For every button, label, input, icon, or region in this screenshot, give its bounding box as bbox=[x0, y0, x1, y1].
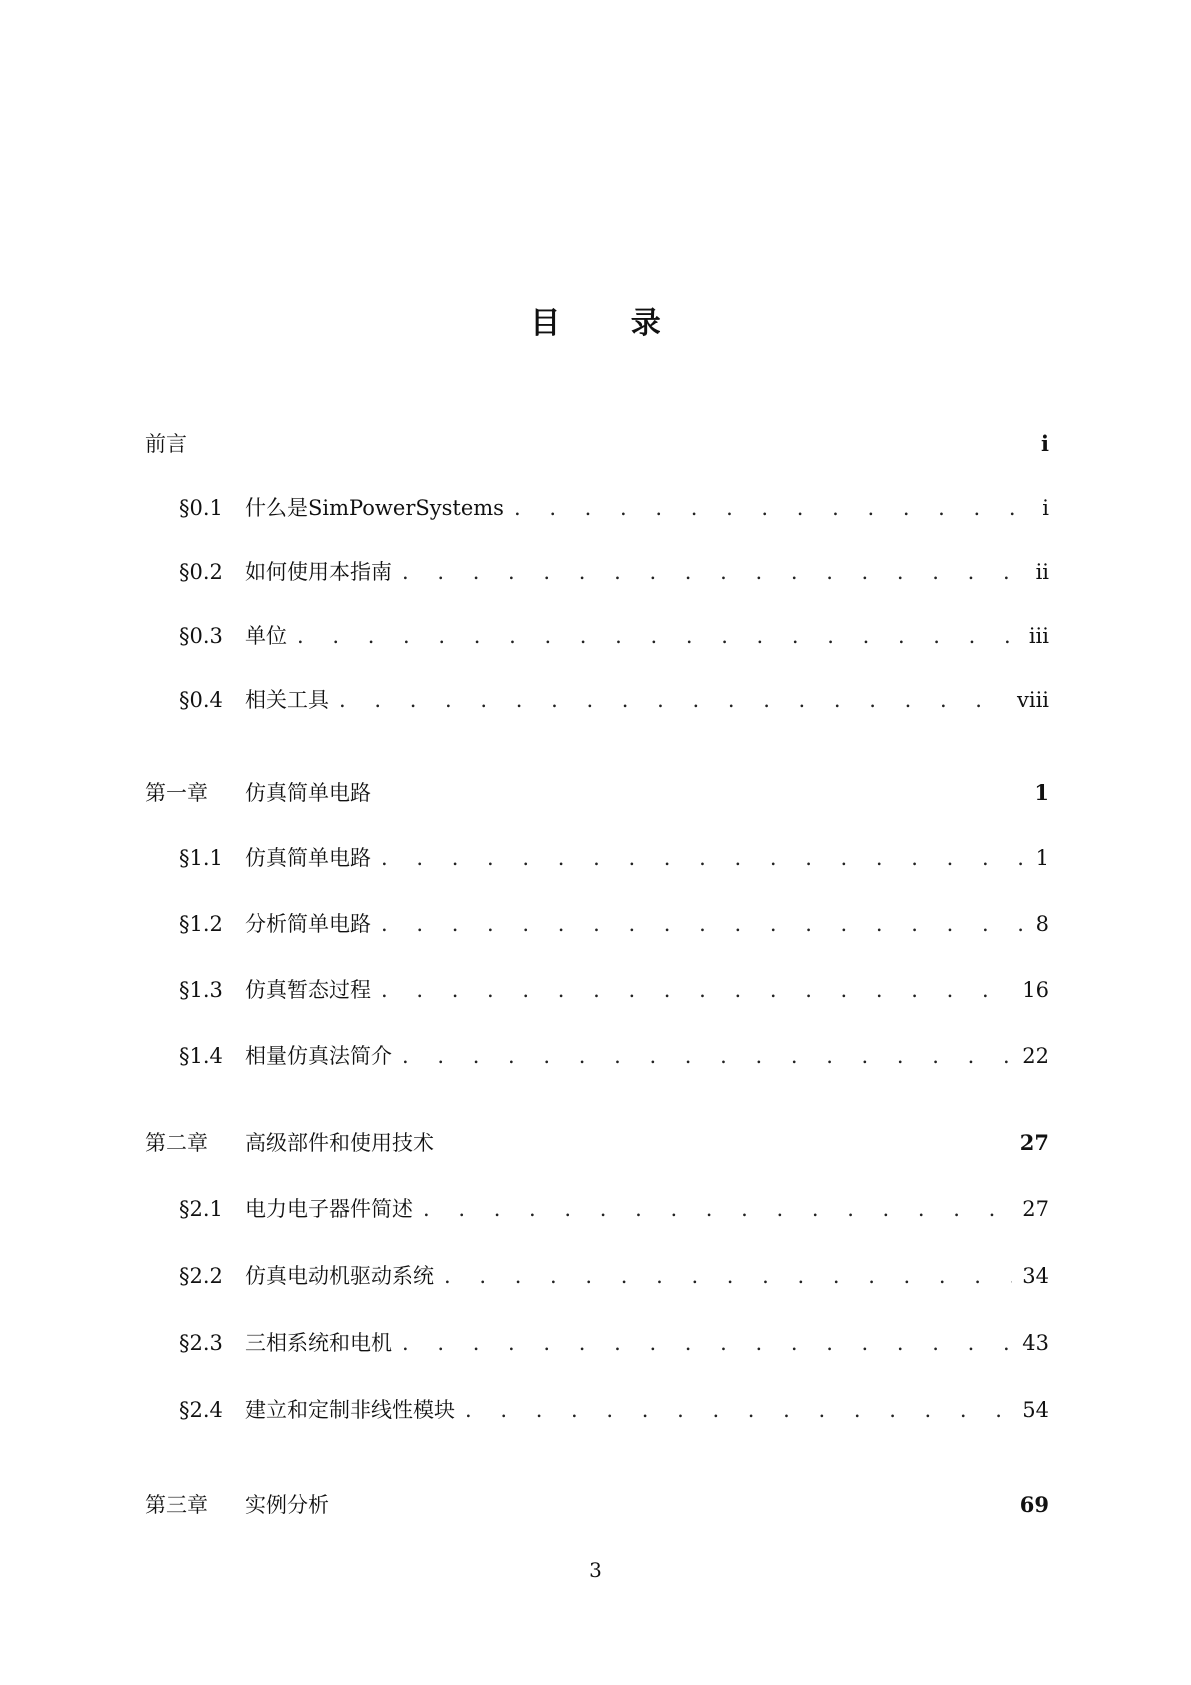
section-title: 仿真暂态过程 bbox=[245, 978, 371, 1002]
toc-section-1-2[interactable] bbox=[0, 906, 1191, 942]
section-page: i bbox=[1042, 496, 1049, 520]
toc-section-0-2[interactable] bbox=[0, 554, 1191, 590]
section-number: §1.3 bbox=[179, 978, 223, 1002]
toc-title: 目 录 bbox=[530, 306, 691, 341]
dot-leader bbox=[514, 490, 1032, 526]
dot-leader bbox=[339, 682, 1007, 718]
section-number: §0.4 bbox=[179, 688, 223, 712]
section-number: §1.1 bbox=[179, 846, 223, 870]
chapter-title: 高级部件和使用技术 bbox=[245, 1131, 434, 1155]
section-page: 54 bbox=[1022, 1398, 1049, 1422]
dot-leader bbox=[381, 972, 1012, 1008]
chapter-page: 27 bbox=[1019, 1130, 1049, 1155]
toc-section-2-4[interactable] bbox=[0, 1392, 1191, 1428]
chapter-title: 前言 bbox=[145, 432, 187, 456]
section-title: 分析简单电路 bbox=[245, 912, 371, 936]
dot-leader bbox=[444, 1258, 1012, 1294]
toc-section-1-3[interactable] bbox=[0, 972, 1191, 1008]
section-title: 电力电子器件简述 bbox=[245, 1197, 413, 1221]
section-number: §0.3 bbox=[179, 624, 223, 648]
toc-section-2-3[interactable] bbox=[0, 1325, 1191, 1361]
dot-leader bbox=[402, 1038, 1012, 1074]
section-page: viii bbox=[1016, 688, 1049, 712]
section-title: 什么是SimPowerSystems bbox=[245, 496, 504, 520]
section-number: §1.4 bbox=[179, 1044, 223, 1068]
section-title: 仿真简单电路 bbox=[245, 846, 371, 870]
section-page: ii bbox=[1035, 560, 1049, 584]
toc-section-0-1[interactable] bbox=[0, 490, 1191, 526]
chapter-title: 仿真简单电路 bbox=[245, 781, 371, 805]
section-number: §2.4 bbox=[179, 1398, 223, 1422]
section-page: iii bbox=[1028, 624, 1049, 648]
dot-leader bbox=[381, 906, 1026, 942]
dot-leader bbox=[423, 1191, 1012, 1227]
dot-leader bbox=[402, 1325, 1012, 1361]
page-number: 3 bbox=[589, 1558, 602, 1582]
section-page: 34 bbox=[1022, 1264, 1049, 1288]
section-number: §0.1 bbox=[179, 496, 223, 520]
section-number: §2.1 bbox=[179, 1197, 223, 1221]
section-number: §2.3 bbox=[179, 1331, 223, 1355]
section-page: 43 bbox=[1022, 1331, 1049, 1355]
chapter-title: 实例分析 bbox=[245, 1493, 329, 1517]
dot-leader bbox=[465, 1392, 1012, 1428]
chapter-number: 第三章 bbox=[145, 1493, 208, 1517]
toc-section-1-1[interactable] bbox=[0, 840, 1191, 876]
dot-leader bbox=[402, 554, 1026, 590]
section-number: §2.2 bbox=[179, 1264, 223, 1288]
dot-leader bbox=[381, 840, 1026, 876]
section-title: 三相系统和电机 bbox=[245, 1331, 392, 1355]
section-title: 仿真电动机驱动系统 bbox=[245, 1264, 434, 1288]
section-number: §0.2 bbox=[179, 560, 223, 584]
toc-section-1-4[interactable] bbox=[0, 1038, 1191, 1074]
toc-chapter-1[interactable] bbox=[0, 775, 1191, 811]
section-page: 27 bbox=[1022, 1197, 1049, 1221]
section-page: 1 bbox=[1035, 846, 1049, 870]
section-page: 16 bbox=[1022, 978, 1049, 1002]
chapter-page: 69 bbox=[1019, 1492, 1049, 1517]
dot-leader bbox=[297, 618, 1019, 654]
section-title: 如何使用本指南 bbox=[245, 560, 392, 584]
toc-section-2-2[interactable] bbox=[0, 1258, 1191, 1294]
toc-section-0-4[interactable] bbox=[0, 682, 1191, 718]
chapter-number: 第一章 bbox=[145, 781, 208, 805]
chapter-number: 第二章 bbox=[145, 1131, 208, 1155]
toc-section-2-1[interactable] bbox=[0, 1191, 1191, 1227]
section-title: 相量仿真法简介 bbox=[245, 1044, 392, 1068]
section-page: 22 bbox=[1022, 1044, 1049, 1068]
section-title: 单位 bbox=[245, 624, 287, 648]
toc-section-0-3[interactable] bbox=[0, 618, 1191, 654]
section-title: 建立和定制非线性模块 bbox=[245, 1398, 455, 1422]
chapter-page: 1 bbox=[1034, 780, 1049, 805]
section-title: 相关工具 bbox=[245, 688, 329, 712]
toc-chapter-2[interactable] bbox=[0, 1125, 1191, 1161]
section-number: §1.2 bbox=[179, 912, 223, 936]
toc-chapter-3[interactable] bbox=[0, 1487, 1191, 1523]
toc-chapter-preface[interactable] bbox=[0, 426, 1191, 462]
section-page: 8 bbox=[1035, 912, 1049, 936]
chapter-page: i bbox=[1041, 431, 1049, 456]
